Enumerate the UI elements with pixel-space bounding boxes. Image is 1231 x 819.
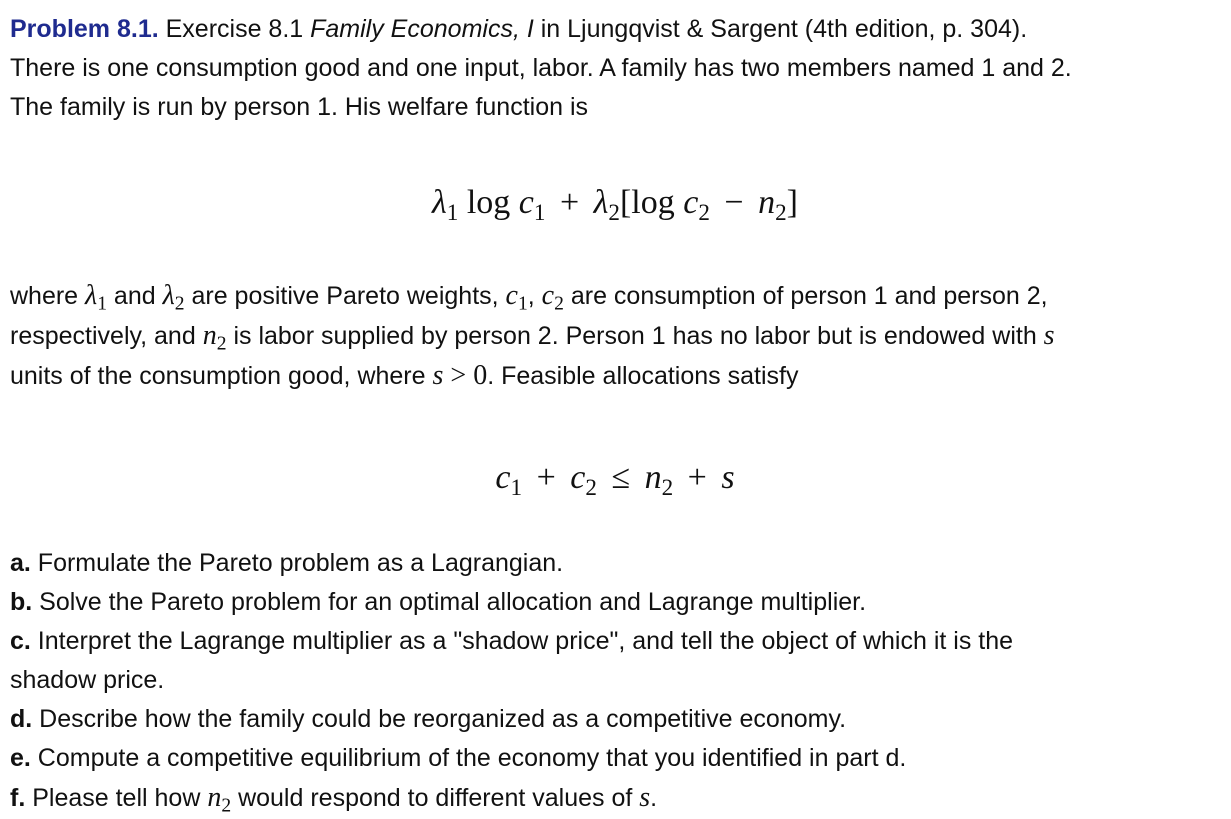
eq1-rbracket: ] [786,184,798,221]
part-b [10,583,1220,622]
n-symbol: n [207,782,222,813]
problem-parts-list [10,544,1220,818]
part-c-continued [10,661,1220,700]
part-text: shadow price. [10,666,165,694]
eq1-c: c [683,184,699,221]
part-text: would respond to different values of [231,784,640,812]
eq2-sub: 2 [585,474,597,501]
lambda-symbol: λ [85,280,98,311]
eq2-c: c [570,459,586,496]
eq1-lambda: λ [593,184,609,221]
part-label: d. [10,705,33,733]
part-period: . [650,784,658,812]
c-symbol: c [505,280,518,311]
c-2 [541,280,564,315]
problem-intro [10,10,1220,127]
part-label: f. [10,784,26,812]
sub-index: 2 [554,293,564,315]
part-label: c. [10,627,31,655]
zero-symbol: 0 [473,360,488,391]
s-symbol: s [1043,320,1055,351]
problem-document [10,10,1220,818]
eq1-minus: − [724,184,744,221]
part-text: Please tell how [25,784,208,812]
eq1-lambda: λ [432,184,447,221]
part-text: Compute a competitive equilibrium of the economy that you identified in part d. [30,744,907,772]
def-text: are consumption of person 1 and person 2, [563,282,1048,310]
feasibility-constraint-equation [10,458,1220,501]
def-text: where [10,282,86,310]
s-symbol: s [432,360,444,391]
def-text: is labor supplied by person 2. Person 1 has no labor but is endowed with [226,322,1044,350]
intro-text-2: in Ljungqvist & Sargent (4th edition, p. 304). [533,15,1028,43]
gt-symbol: > [450,360,467,391]
eq1-log: log [466,184,511,221]
def-text: are positive Pareto weights, [184,282,506,310]
eq2-sub: 1 [510,474,523,501]
problem-number: Problem 8.1. [10,15,159,43]
sub-index: 2 [174,293,185,315]
eq2-s: s [721,459,735,496]
eq1-c: c [518,184,534,221]
intro-text-1: Exercise 8.1 [158,15,311,43]
eq2-plus: + [687,459,707,496]
lambda-symbol: λ [162,280,175,311]
part-text: Formulate the Pareto problem as a Lagrangian. [30,549,564,577]
def-text: units of the consumption good, where [10,362,433,390]
sub-index: 1 [97,293,107,315]
eq1-log: log [631,184,675,221]
part-c [10,622,1220,661]
s-symbol: s [639,782,651,813]
eq2-leq: ≤ [611,459,631,496]
welfare-function-equation [10,183,1220,226]
def-text: and [106,282,163,310]
part-label: a. [10,549,31,577]
def-text: respectively, and [10,322,203,350]
part-d [10,700,1220,739]
n-symbol: n [202,320,217,351]
definitions-paragraph [10,276,1220,396]
sub-index: 2 [216,333,227,355]
eq2-c: c [495,459,511,496]
eq1-sub: 2 [698,199,710,226]
eq2-plus: + [536,459,556,496]
part-f [10,778,1220,818]
part-text: Solve the Pareto problem for an optimal allocation and Lagrange multiplier. [32,588,867,616]
part-a [10,544,1220,583]
eq2-sub: 2 [661,474,674,501]
intro-sentence-2: There is one consumption good and one input, labor. A family has two members named 1 and 2. [10,54,1072,82]
n-2 [207,782,232,817]
part-label: b. [10,588,33,616]
eq2-n: n [644,459,662,496]
c-1 [505,280,528,315]
intro-sentence-3: The family is run by person 1. His welfare function is [10,93,589,121]
exercise-title: Family Economics, I [310,15,534,43]
s-gt-zero [433,360,488,391]
eq1-plus: + [559,184,580,221]
eq1-n: n [758,184,776,221]
def-comma: , [527,282,542,310]
eq1-sub: 1 [533,199,546,226]
c-symbol: c [541,280,555,311]
sub-index: 1 [517,293,528,315]
part-e [10,739,1220,778]
lambda-2 [162,280,185,315]
part-text: Interpret the Lagrange multiplier as a "shadow price", and tell the object of which it is the [30,627,1014,655]
eq1-lbracket: [ [619,184,632,221]
eq1-sub: 2 [775,199,787,226]
eq1-sub: 2 [608,199,620,226]
part-label: e. [10,744,31,772]
sub-index: 2 [221,795,232,817]
part-text: Describe how the family could be reorganized as a competitive economy. [32,705,847,733]
eq1-sub: 1 [446,199,459,226]
n-2 [202,320,227,355]
lambda-1 [85,280,107,315]
def-text: . Feasible allocations satisfy [487,362,799,390]
